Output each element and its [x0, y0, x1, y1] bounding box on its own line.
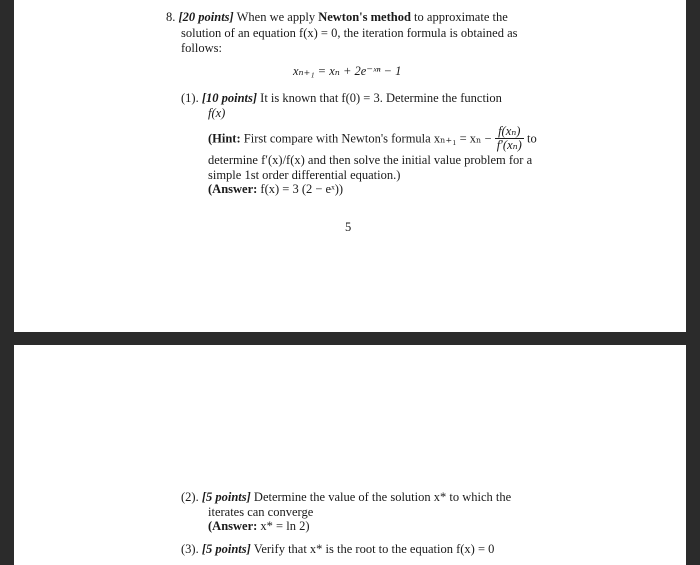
part-2-points: [5 points] — [201, 490, 251, 504]
part-3-points: [5 points] — [201, 542, 251, 556]
hint-text: First compare with Newton's formula xₙ₊₁ = xₙ − — [243, 131, 492, 146]
question-text-a: When we apply — [236, 10, 316, 24]
hint-line-1 — [208, 126, 537, 153]
answer-value: f(x) = 3 (2 − eˣ)) — [260, 182, 344, 196]
part-1-text: It is known that f(0) = 3. Determine the function — [260, 91, 502, 105]
fraction-numerator: f(xₙ) — [495, 125, 524, 139]
part-1-line-1 — [181, 91, 502, 106]
newtons-method-term: Newton's method — [318, 10, 411, 24]
question-points: [20 points] — [178, 10, 234, 24]
part-1-points: [10 points] — [201, 91, 258, 105]
fraction-denominator: f′(xₙ) — [496, 138, 522, 152]
part-2-line-2: iterates can converge — [208, 505, 314, 519]
question-text-b: to approximate the — [414, 10, 508, 24]
newton-fraction — [495, 125, 524, 152]
part-1-answer — [208, 182, 343, 197]
hint-line-3: simple 1st order differential equation.) — [208, 168, 401, 182]
part-2-text: Determine the value of the solution x* to which the — [253, 490, 512, 504]
question-8-line-2: solution of an equation f(x) = 0, the iteration formula is obtained as — [181, 26, 518, 40]
hint-to: to — [526, 131, 537, 146]
part-2-label: (2). — [181, 490, 199, 504]
answer-label: (Answer: — [208, 519, 258, 533]
answer-value: x* = ln 2) — [260, 519, 310, 533]
answer-label: (Answer: — [208, 182, 258, 196]
part-2-line-1 — [181, 490, 511, 505]
part-3-label: (3). — [181, 542, 199, 556]
question-8-line-1 — [166, 10, 508, 25]
question-8-line-3: follows: — [181, 41, 222, 55]
hint-line-2: determine f′(x)/f(x) and then solve the initial value problem for a — [208, 153, 533, 167]
page-bottom — [14, 345, 686, 565]
question-number: 8. — [166, 10, 176, 24]
iteration-formula: xₙ₊₁ = xₙ + 2e⁻ˣⁿ − 1 — [293, 64, 402, 78]
page-number: 5 — [345, 220, 352, 234]
part-3-text: Verify that x* is the root to the equation f(x) = 0 — [253, 542, 495, 556]
part-2-answer — [208, 519, 309, 534]
hint-label: (Hint: — [208, 131, 241, 146]
part-1-line-2: f(x) — [208, 106, 226, 120]
part-3-line-1 — [181, 542, 494, 557]
part-1-label: (1). — [181, 91, 199, 105]
